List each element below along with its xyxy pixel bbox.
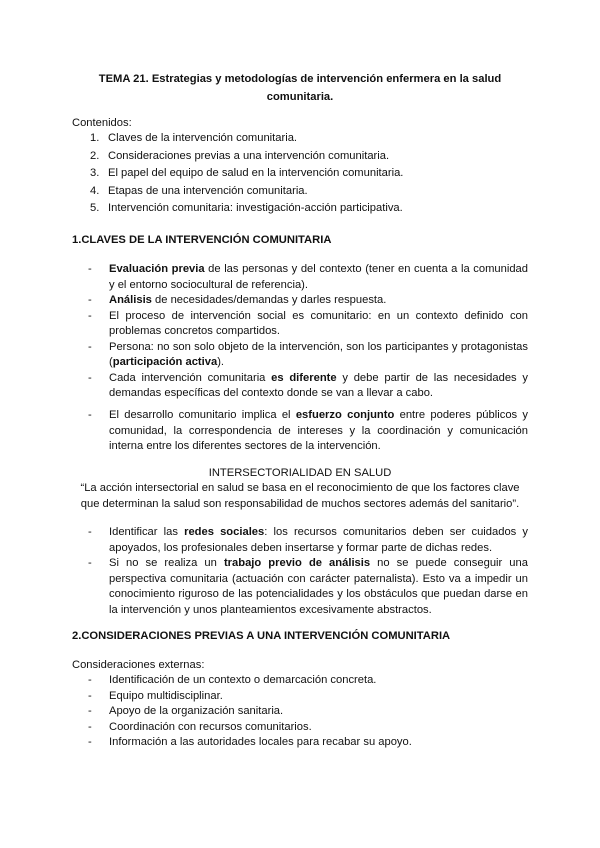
list-item: - Análisis de necesidades/demandas y darles respuesta. [88,294,387,306]
list-item: - Cada intervención comunitaria es diferente y debe partir de las necesidades y demandas específicas del contexto donde se van a llevar a cabo. [88,371,528,399]
list-item: - Identificación de un contexto o demarcación concreta. [88,674,377,686]
list-item: - El proceso de intervención social es comunitario: en un contexto definido con problemas concretos compartidos. [88,309,528,337]
section-1-list-c [88,525,528,618]
title-line-1: TEMA 21. Estrategias y metodologías de intervención enfermera en la salud [98,73,502,85]
list-item: - Información a las autoridades locales para recabar su apoyo. [88,736,412,748]
section-1-heading: 1.CLAVES DE LA INTERVENCIÓN COMUNITARIA [72,234,332,246]
section-1-list-a [88,262,528,402]
list-item: - Persona: no son solo objeto de la intervención, son los participantes y protagonistas (participación activa). [88,340,528,368]
section-2-list [88,673,528,751]
list-item: - Equipo multidisciplinar. [88,689,223,702]
intersectoriality-quote [80,481,520,512]
title-line-2: comunitaria. [266,91,334,103]
list-item: - Identificar las redes sociales: los recursos comunitarios deben ser cuidados y apoyados, los profesionales deben insertarse y formar parte de dichas redes. [88,526,528,554]
list-item: 4. Etapas de una intervención comunitaria. [90,184,308,197]
list-item: - El desarrollo comunitario implica el esfuerzo conjunto entre poderes públicos y comunidad, la correspondencia de intereses y la coordinación y comunicación interna entre los diferentes sectores de la intervención. [88,409,528,452]
list-item: 5. Intervención comunitaria: investigación-acción participativa. [90,202,403,214]
list-item: 3. El papel del equipo de salud en la intervención comunitaria. [90,167,404,179]
quote-line-2: que determinan la salud son responsabilidad de muchos sectores además del sanitario”. [80,497,520,510]
section-2-heading: 2.CONSIDERACIONES PREVIAS A UNA INTERVENCIÓN COMUNITARIA [72,630,451,642]
list-item: - Coordinación con recursos comunitarios. [88,720,312,733]
list-item: - Si no se realiza un trabajo previo de análisis no se puede conseguir una perspectiva comunitaria (actuación con carácter paternalista). Esto va a impedir un conocimiento riguroso de las potencialidades y los obstáculos que puedan darse en la intervención y unos planteamientos excesivamente abstractos. [88,557,528,616]
list-item: - Evaluación previa de las personas y del contexto (tener en cuenta a la comunidad y el entorno sociocultural de referencia). [88,263,528,291]
contents-label: Contenidos: [72,117,132,129]
list-item: 1. Claves de la intervención comunitaria. [90,132,298,144]
quote-line-1: “La acción intersectorial en salud se basa en el reconocimiento de que los factores clave [80,482,520,494]
contents-list [72,131,532,219]
list-item: 2. Consideraciones previas a una intervención comunitaria. [90,149,390,162]
external-considerations-label: Consideraciones externas: [72,659,205,671]
document-title [90,70,510,106]
list-item: - Apoyo de la organización sanitaria. [88,705,284,717]
section-1-list-b [88,408,528,455]
intersectoriality-heading: INTERSECTORIALIDAD EN SALUD [208,467,392,479]
